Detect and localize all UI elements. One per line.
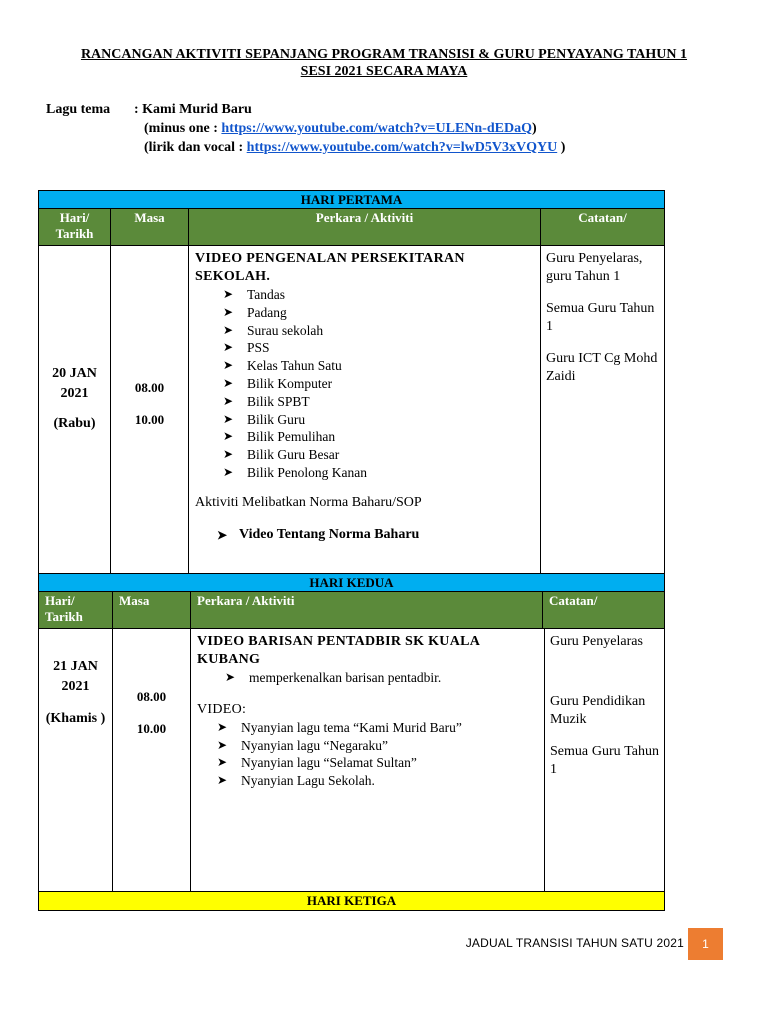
list-item-label: Bilik SPBT — [247, 393, 310, 409]
list-item — [223, 411, 534, 429]
day3-table — [38, 891, 665, 911]
day1-weekday: (Rabu) — [53, 416, 96, 431]
arrow-bullet-icon: ➤ — [217, 737, 228, 752]
lirik-suffix: ) — [557, 140, 566, 155]
header-hari: Hari/ Tarikh — [39, 592, 113, 628]
list-item — [223, 286, 534, 304]
arrow-bullet-icon: ➤ — [223, 411, 234, 426]
day1-activity-heading: VIDEO PENGENALAN PERSEKITARAN SEKOLAH. — [195, 251, 465, 284]
arrow-bullet-icon: ➤ — [223, 375, 234, 390]
arrow-bullet-icon: ➤ — [223, 393, 234, 408]
day1-activity-cell — [189, 246, 541, 573]
arrow-bullet-icon: ➤ — [223, 322, 234, 337]
list-item — [217, 737, 538, 755]
day2-weekday: (Khamis ) — [45, 711, 106, 726]
list-item-label: Bilik Guru — [247, 411, 306, 427]
footer-text: JADUAL TRANSISI TAHUN SATU 2021 — [465, 936, 684, 950]
header-perkara: Perkara / Aktiviti — [191, 592, 543, 628]
day1-note-3: Guru ICT Cg Mohd Zaidi — [546, 351, 658, 384]
list-item-label: PSS — [247, 340, 270, 356]
list-item — [223, 304, 534, 322]
header-hari: Hari/ Tarikh — [39, 209, 111, 245]
lirik-prefix: (lirik dan vocal : — [144, 140, 247, 155]
day1-title-bar: HARI PERTAMA — [39, 191, 664, 209]
list-item — [223, 322, 534, 340]
day2-song-list — [197, 719, 538, 790]
arrow-bullet-icon: ➤ — [223, 358, 234, 373]
list-item-label: Kelas Tahun Satu — [247, 358, 342, 374]
list-item-label: Nyanyian lagu “Negaraku” — [241, 737, 388, 753]
day2-time-start: 08.00 — [136, 689, 167, 704]
list-item — [223, 428, 534, 446]
day2-header-row — [39, 592, 664, 629]
list-item-label: memperkenalkan barisan pentadbir. — [249, 670, 442, 685]
arrow-bullet-icon: ➤ — [225, 670, 236, 684]
list-item-label: Nyanyian lagu tema “Kami Murid Baru” — [241, 719, 462, 735]
list-item-label: Surau sekolah — [247, 322, 324, 338]
list-item — [217, 772, 538, 790]
arrow-bullet-icon: ➤ — [223, 287, 234, 301]
theme-song-value: : Kami Murid Baru — [134, 102, 252, 117]
list-item-label: Nyanyian Lagu Sekolah. — [241, 773, 375, 789]
title-line-2: SESI 2021 SECARA MAYA — [300, 64, 468, 79]
day2-note-1: Guru Penyelaras — [550, 634, 643, 649]
minus-one-link[interactable]: https://www.youtube.com/watch?v=ULENn-dEDaQ — [221, 121, 532, 136]
day2-date-cell — [39, 629, 113, 891]
header-masa: Masa — [113, 592, 191, 628]
day2-intro-list — [197, 669, 538, 687]
header-perkara: Perkara / Aktiviti — [189, 209, 541, 245]
day2-table — [38, 573, 665, 892]
list-item — [223, 375, 534, 393]
list-item-label: Bilik Komputer — [247, 375, 333, 391]
day1-video-norma — [195, 526, 534, 544]
list-item-label: Tandas — [247, 287, 286, 302]
day1-location-list — [195, 286, 534, 482]
header-catatan: Catatan/ — [578, 210, 627, 225]
list-item — [223, 357, 534, 375]
arrow-bullet-icon: ➤ — [223, 464, 234, 479]
day2-date: 21 JAN 2021 — [53, 659, 98, 694]
day2-note-3: Semua Guru Tahun 1 — [550, 744, 659, 777]
arrow-bullet-icon: ➤ — [223, 429, 234, 444]
header-masa: Masa — [111, 209, 189, 245]
list-item-label: Padang — [247, 304, 287, 320]
list-item-label: Bilik Guru Besar — [247, 447, 340, 463]
day2-notes-cell — [545, 629, 664, 891]
arrow-bullet-icon: ➤ — [217, 773, 228, 788]
minus-one-prefix: (minus one : — [144, 121, 222, 136]
day1-time-start: 08.00 — [134, 380, 165, 395]
day1-time-cell — [111, 246, 189, 573]
list-item-label: Bilik Penolong Kanan — [247, 464, 367, 480]
day1-time-end: 10.00 — [134, 412, 165, 427]
day2-note-2: Guru Pendidikan Muzik — [550, 694, 646, 727]
day2-activity-cell — [191, 629, 545, 891]
arrow-bullet-icon: ➤ — [223, 340, 234, 355]
list-item-label: Nyanyian lagu “Selamat Sultan” — [241, 755, 417, 771]
header-catatan: Catatan/ — [549, 593, 598, 608]
day2-activity-heading: VIDEO BARISAN PENTADBIR SK KUALA KUBANG — [197, 634, 480, 667]
arrow-bullet-icon: ➤ — [223, 447, 234, 462]
arrow-bullet-icon: ➤ — [223, 304, 234, 319]
day2-body-row — [39, 629, 664, 891]
day1-body-row — [39, 246, 664, 573]
day2-time-end: 10.00 — [136, 721, 167, 736]
day2-title-bar: HARI KEDUA — [39, 574, 664, 592]
title-line-1: RANCANGAN AKTIVITI SEPANJANG PROGRAM TRANSISI & GURU PENYAYANG TAHUN 1 — [80, 47, 688, 62]
list-item-label: Bilik Pemulihan — [247, 429, 336, 445]
page-number: 1 — [688, 928, 723, 960]
theme-song-label: Lagu tema — [46, 102, 111, 117]
day3-title-bar: HARI KETIGA — [39, 892, 664, 910]
arrow-bullet-icon: ➤ — [217, 755, 228, 770]
arrow-bullet-icon: ➤ — [217, 527, 228, 542]
minus-one-suffix: ) — [531, 121, 537, 136]
list-item — [217, 754, 538, 772]
day2-video-label: VIDEO: — [197, 701, 247, 717]
day1-table — [38, 190, 665, 574]
list-item — [225, 669, 538, 687]
document-title — [30, 46, 738, 80]
day1-header-row — [39, 209, 664, 246]
day1-video-norma-label: Video Tentang Norma Baharu — [239, 526, 420, 542]
list-item — [217, 719, 538, 737]
day1-date: 20 JAN 2021 — [52, 366, 97, 401]
day1-norma-text: Aktiviti Melibatkan Norma Baharu/SOP — [195, 494, 422, 510]
list-item — [223, 464, 534, 482]
day1-note-1: Guru Penyelaras, guru Tahun 1 — [546, 251, 643, 284]
day2-time-cell — [113, 629, 191, 891]
arrow-bullet-icon: ➤ — [217, 719, 228, 734]
list-item — [223, 393, 534, 411]
day1-note-2: Semua Guru Tahun 1 — [546, 301, 655, 334]
theme-song-block — [46, 100, 565, 157]
day1-date-cell — [39, 246, 111, 573]
list-item — [223, 339, 534, 357]
lirik-link[interactable]: https://www.youtube.com/watch?v=lwD5V3xVQYU — [246, 140, 558, 155]
day1-notes-cell — [541, 246, 664, 573]
list-item — [223, 446, 534, 464]
